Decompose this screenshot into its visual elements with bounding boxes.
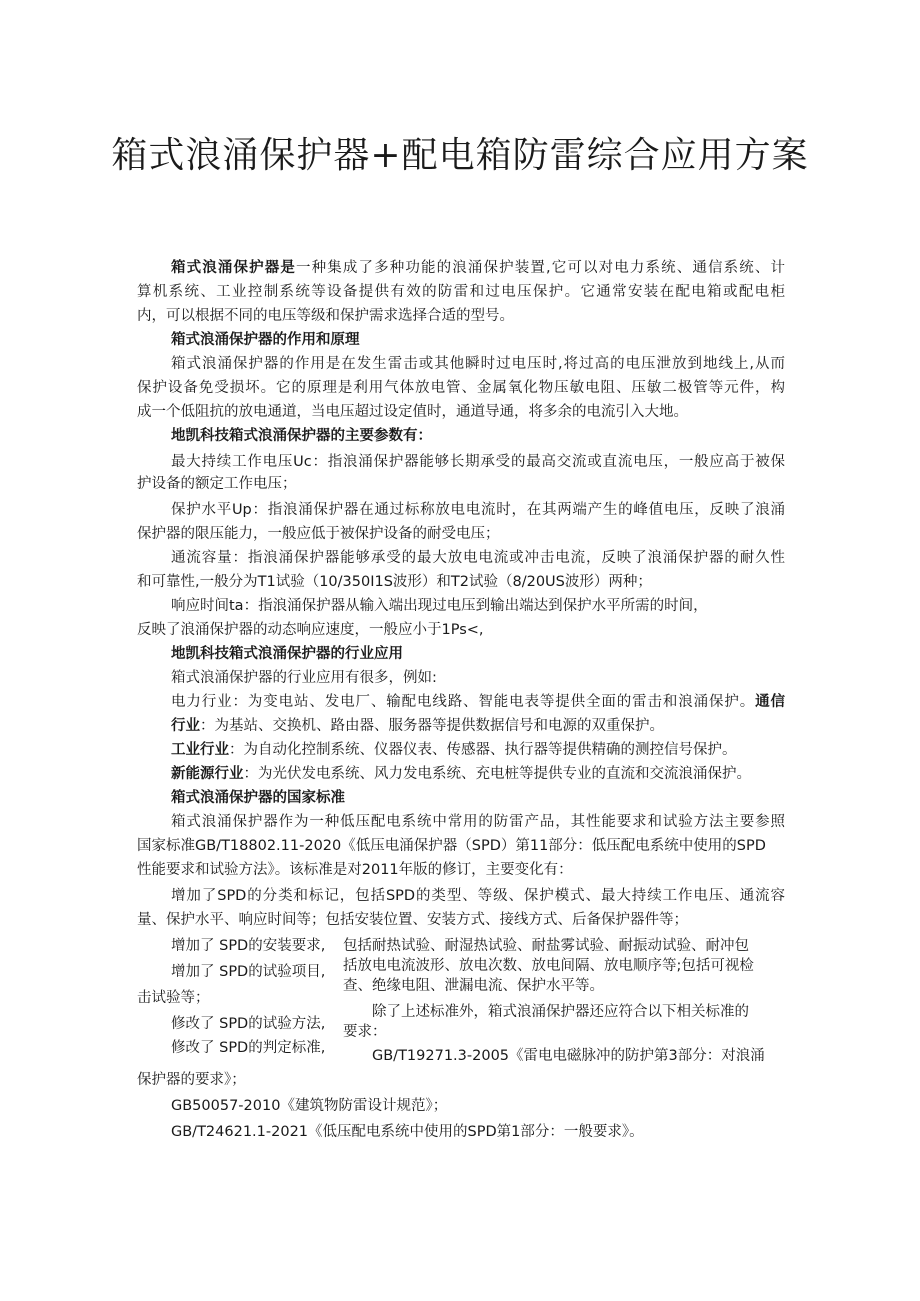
document-title: 箱式浪涌保护器+配电箱防雷综合应用方案 — [111, 135, 809, 176]
section-heading-params: 地凯科技箱式浪涌保护器的主要参数有： — [171, 428, 432, 444]
sec1-line-3: 成一个低阻抗的放电通道，当电压超过设定值时，通道导通，将多余的电流引入大地。 — [137, 404, 688, 420]
change-right-line-3: 查、绝缘电阻、泄漏电流、保护水平等。 — [343, 978, 604, 994]
param-capacity-line-1: 通流容量：指浪涌保护器能够承受的最大放电电流或冲击电流，反映了浪涌保护器的耐久性 — [171, 550, 785, 566]
app-comm-text: ：为基站、交换机、路由器、服务器等提供数据信号和电源的双重保护。 — [200, 718, 664, 734]
change-test-items-left: 增加了 SPD的试验项目, — [171, 964, 326, 980]
change-criteria-left: 修改了 SPD的判定标准, — [171, 1040, 326, 1056]
std-gbt19271-line-2: 保护器的要求》； — [137, 1072, 246, 1088]
param-response-line-2: 反映了浪涌保护器的动态响应速度，一般应小于1Ps<, — [137, 622, 484, 638]
app-industry-text: ：为自动化控制系统、仪器仪表、传感器、执行器等提供精确的测控信号保护。 — [229, 742, 737, 758]
change1-line-2: 量、保护水平、响应时间等；包括安装位置、安装方式、接线方式、后备保护器件等； — [137, 912, 688, 928]
app-newenergy-bold: 新能源行业 — [171, 766, 244, 782]
std-gbt24621: GB/T24621.1-2021《低压配电系统中使用的SPD第1部分：一般要求》。 — [171, 1124, 644, 1140]
std-gbt19271-line-1: GB/T19271.3-2005《雷电电磁脉冲的防护第3部分：对浪涌 — [372, 1048, 765, 1064]
change-impact-left: 击试验等； — [137, 990, 210, 1006]
change-right-line-4: 除了上述标准外，箱式浪涌保护器还应符合以下相关标准的 — [372, 1004, 749, 1020]
intro-line-3: 内，可以根据不同的电压等级和保护需求选择合适的型号。 — [137, 308, 514, 324]
app-industry-bold: 工业行业 — [171, 742, 229, 758]
param-uc-line-1: 最大持续工作电压Uc：指浪涌保护器能够长期承受的最高交流或直流电压，一般应高于被保 — [171, 454, 785, 470]
intro-bold-term: 箱式浪涌保护器是 — [171, 260, 297, 276]
app-comm-bold-a: 通信 — [755, 694, 785, 710]
section-heading-applications: 地凯科技箱式浪涌保护器的行业应用 — [171, 646, 403, 662]
param-uc-line-2: 护设备的额定工作电压； — [137, 476, 297, 492]
intro-line-1 — [171, 258, 785, 278]
app-newenergy-text: ：为光伏发电系统、风力发电系统、充电桩等提供专业的直流和交流浪涌保护。 — [243, 766, 751, 782]
change-right-line-5: 要求： — [343, 1024, 387, 1040]
app-comm-bold-b: 行业 — [171, 718, 200, 734]
sec1-line-1: 箱式浪涌保护器的作用是在发生雷击或其他瞬时过电压时,将过高的电压泄放到地线上,从而 — [171, 356, 785, 372]
param-up-line-1: 保护水平Up：指浪涌保护器在通过标称放电电流时，在其两端产生的峰值电压，反映了浪涌 — [171, 502, 785, 518]
app-comm-line — [171, 716, 664, 736]
param-up-line-2: 保护器的限压能力，一般应低于被保护设备的耐受电压； — [137, 526, 500, 542]
section-heading-function: 箱式浪涌保护器的作用和原理 — [171, 332, 360, 348]
section-heading-standards: 箱式浪涌保护器的国家标准 — [171, 790, 345, 806]
standards-line-1: 箱式浪涌保护器作为一种低压配电系统中常用的防雷产品，其性能要求和试验方法主要参照 — [171, 814, 785, 830]
intro-line-1-text: 一种集成了多种功能的浪涌保护装置,它可以对电力系统、通信系统、计 — [296, 260, 786, 276]
standards-line-2: 国家标准GB/T18802.11-2020《低压电涌保护器（SPD）第11部分：低压配电系统中使用的SPD — [137, 838, 766, 854]
applications-intro: 箱式浪涌保护器的行业应用有很多，例如: — [171, 670, 437, 686]
sec1-line-2: 保护设备免受损坏。它的原理是利用气体放电管、金属氧化物压敏电阻、压敏二极管等元件，构 — [137, 380, 785, 396]
change-right-line-1: 包括耐热试验、耐湿热试验、耐盐雾试验、耐振动试验、耐冲包 — [343, 938, 749, 954]
standards-line-3: 性能要求和试验方法》。该标准是对2011年版的修订，主要变化有： — [137, 862, 573, 878]
param-capacity-line-2: 和可靠性,一般分为T1试验（10/350I1S波形）和T2试验（8/20US波形）两种； — [137, 574, 652, 590]
param-response-line-1: 响应时间ta：指浪涌保护器从输入端出现过电压到输出端达到保护水平所需的时间， — [171, 598, 708, 614]
app-newenergy-line — [171, 764, 751, 784]
app-power-text: 电力行业：为变电站、发电厂、输配电线路、智能电表等提供全面的雷击和浪涌保护。 — [171, 694, 756, 710]
change-install-left: 增加了 SPD的安装要求, — [171, 938, 326, 954]
change-right-line-2: 括放电电流波形、放电次数、放电间隔、放电顺序等;包括可视检 — [343, 958, 754, 974]
app-industry-line — [171, 740, 737, 760]
std-gb50057: GB50057-2010《建筑物防雷设计规范》； — [171, 1098, 448, 1114]
intro-line-2: 算机系统、工业控制系统等设备提供有效的防雷和过电压保护。它通常安装在配电箱或配电柜 — [137, 284, 785, 300]
app-power-line — [171, 692, 785, 712]
change-test-method-left: 修改了 SPD的试验方法, — [171, 1016, 326, 1032]
change1-line-1: 增加了SPD的分类和标记，包括SPD的类型、等级、保护模式、最大持续工作电压、通流容 — [171, 888, 785, 904]
